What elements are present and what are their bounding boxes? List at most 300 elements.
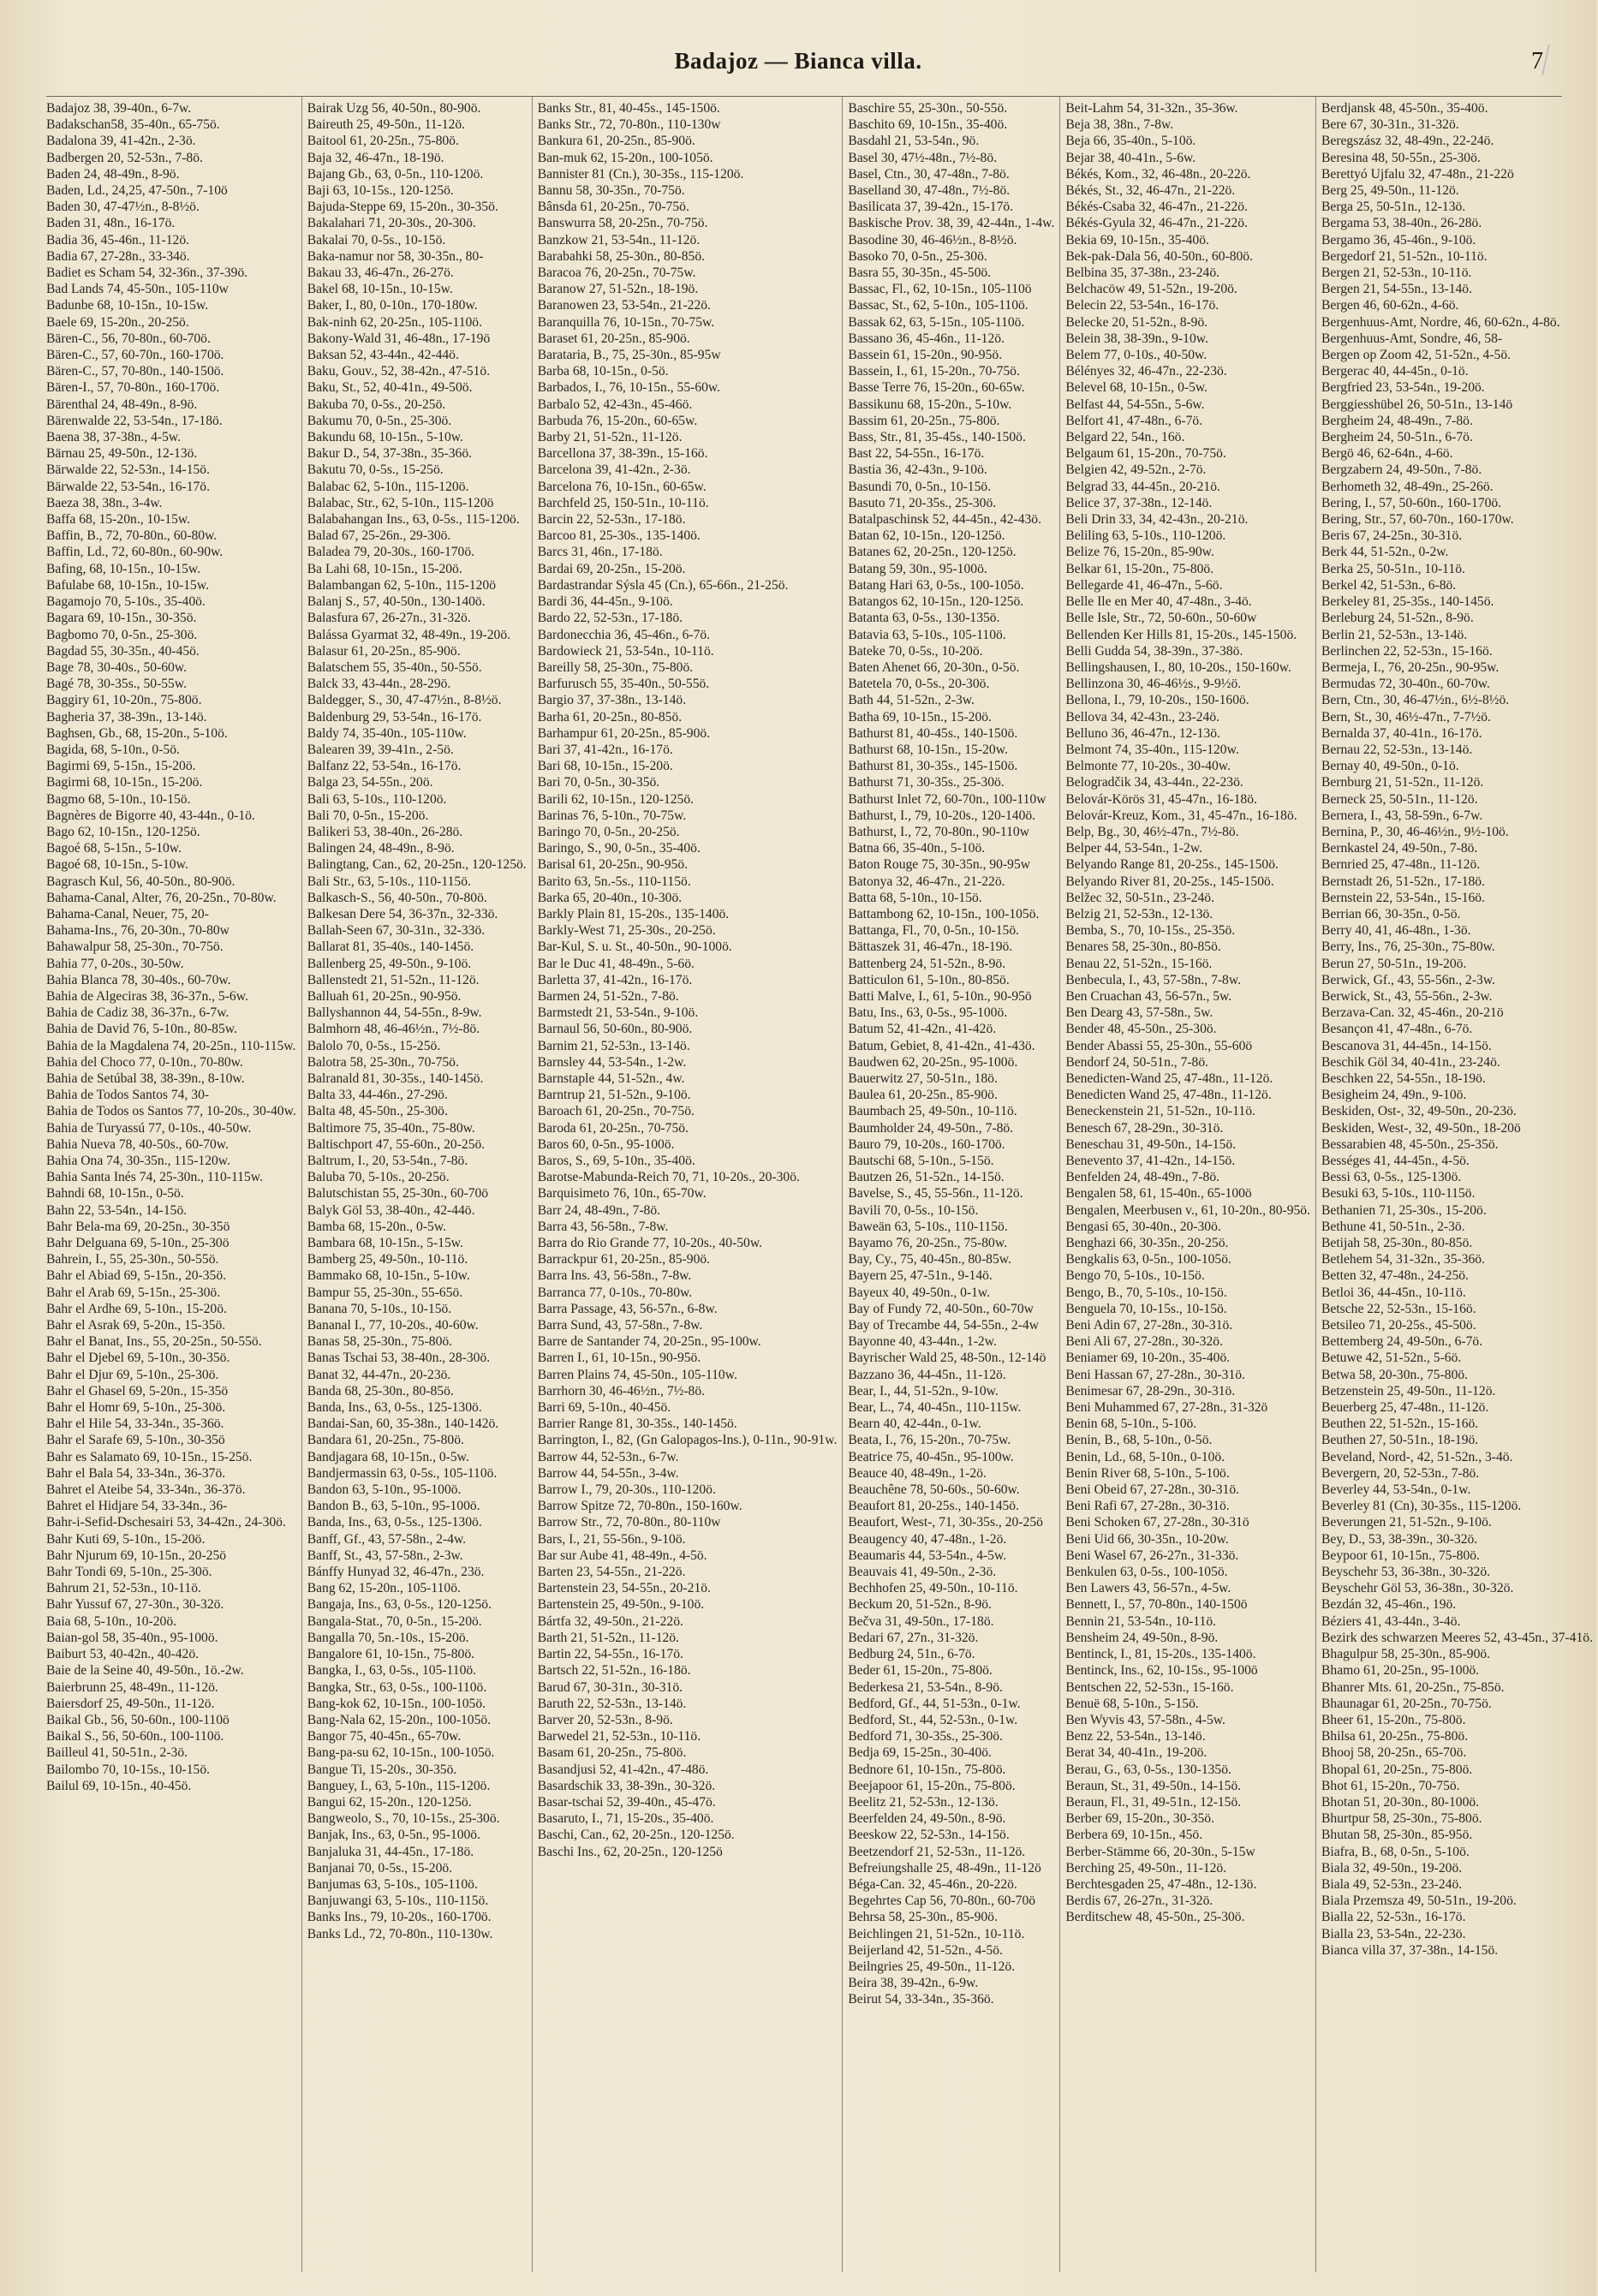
index-entry: Bad Lands 74, 45-50n., 105-110w — [46, 282, 229, 297]
index-entry: Bahr Kuti 69, 5-10n., 15-20ö. — [46, 1531, 206, 1547]
index-entry: Batanes 62, 20-25n., 120-125ö. — [848, 545, 1017, 560]
index-entry: Baker, I., 80, 0-10n., 170-180w. — [307, 298, 478, 313]
index-entry: Barisal 61, 20-25n., 90-95ö. — [537, 857, 689, 873]
index-entry: Banks Str., 72, 70-80n., 110-130w — [537, 117, 721, 133]
index-entry: Bengasi 65, 30-40n., 20-30ö. — [1065, 1219, 1221, 1234]
index-entry: Bentinck, I., 81, 15-20s., 135-140ö. — [1065, 1647, 1256, 1662]
index-entry: Belmonte 77, 10-20s., 30-40w. — [1065, 759, 1231, 774]
index-entry: Beatrice 75, 40-45n., 95-100w. — [848, 1449, 1014, 1464]
index-entry: Bahia de Algeciras 38, 36-37n., 5-6w. — [46, 988, 248, 1004]
index-entry: Beder 61, 15-20n., 75-80ö. — [848, 1663, 993, 1679]
index-entry: Ballyshannon 44, 54-55n., 8-9w. — [307, 1005, 482, 1021]
index-entry: Bamberg 25, 49-50n., 10-11ö. — [307, 1252, 468, 1267]
index-entry: Balkesan Dere 54, 36-37n., 32-33ö. — [307, 906, 498, 921]
index-entry: Badia 36, 45-46n., 11-12ö. — [46, 232, 190, 247]
index-entry: Baltrum, I., 20, 53-54n., 7-8ö. — [307, 1154, 468, 1168]
index-entry: Barabahki 58, 25-30n., 80-85ö. — [537, 248, 706, 264]
index-entry: Basaruto, I., 71, 15-20s., 35-40ö. — [537, 1811, 714, 1827]
index-entry: Bavili 70, 0-5s., 10-15ö. — [848, 1202, 979, 1218]
index-entry: Baldenburg 29, 53-54n., 16-17ö. — [307, 709, 482, 725]
index-entry: Bandjagara 68, 10-15n., 0-5w. — [307, 1449, 469, 1464]
index-entry: Baranowen 23, 53-54n., 21-22ö. — [537, 298, 711, 313]
index-entry: Bahia de Todos Santos 74, 30- — [46, 1088, 210, 1103]
index-entry: Bagida, 68, 5-10n., 0-5ö. — [46, 742, 180, 757]
index-entry: Bali 63, 5-10s., 110-120ö. — [307, 791, 447, 807]
index-entry: Balambangan 62, 5-10n., 115-120ö — [307, 577, 497, 593]
index-entry: Begehrtes Cap 56, 70-80n., 60-70ö — [848, 1893, 1036, 1909]
index-entry: Barre de Santander 74, 20-25n., 95-100w. — [537, 1334, 761, 1350]
index-entry: Batetela 70, 0-5s., 20-30ö. — [848, 677, 990, 692]
index-entry: Bergen 21, 52-53n., 10-11ö. — [1321, 265, 1472, 281]
index-entry: Banks Str., 81, 40-45s., 145-150ö. — [537, 101, 720, 116]
index-entry: Berhometh 32, 48-49n., 25-26ö. — [1321, 479, 1494, 494]
index-entry: Berggiesshübel 26, 50-51n., 13-14ö — [1321, 397, 1513, 412]
index-entry: Beypoor 61, 10-15n., 75-80ö. — [1321, 1548, 1480, 1563]
index-entry: Bagoé 68, 5-15n., 5-10w. — [46, 841, 182, 856]
index-entry: Bedford, Gf., 44, 51-53n., 0-1w. — [848, 1696, 1021, 1711]
index-entry: Bessi 63, 0-5s., 125-130ö. — [1321, 1170, 1462, 1185]
index-entry: Benedicten-Wand 25, 47-48n., 11-12ö. — [1065, 1070, 1273, 1086]
index-entry: Bardowieck 21, 53-54n., 10-11ö. — [537, 643, 714, 659]
index-entry: Bali Str., 63, 5-10s., 110-115ö. — [307, 874, 471, 889]
index-entry: Batu, Ins., 63, 0-5s., 95-100ö. — [848, 1005, 1008, 1021]
index-entry: Benin, Ld., 68, 5-10n., 0-10ö. — [1065, 1449, 1225, 1464]
index-entry: Bailul 69, 10-15n., 40-45ö. — [46, 1778, 192, 1793]
index-entry: Bassein, I., 61, 15-20n., 70-75ö. — [848, 364, 1020, 379]
index-entry: Basra 55, 30-35n., 45-50ö. — [848, 265, 992, 281]
index-entry: Bang-Nala 62, 15-20n., 100-105ö. — [307, 1712, 492, 1727]
index-entry: Bahia de David 76, 5-10n., 80-85w. — [46, 1022, 237, 1037]
index-entry: Beuerberg 25, 47-48n., 11-12ö. — [1321, 1400, 1489, 1416]
index-entry: Banana 70, 5-10s., 10-15ö. — [307, 1301, 452, 1316]
index-entry: Beniamer 69, 10-20n., 35-40ö. — [1065, 1351, 1231, 1366]
index-entry: Barnim 21, 52-53n., 13-14ö. — [537, 1038, 690, 1053]
index-entry: Bahr el Banat, Ins., 55, 20-25n., 50-55ö. — [46, 1334, 262, 1350]
index-entry: Bassano 36, 45-46n., 11-12ö. — [848, 331, 1005, 346]
index-entry: Baggiry 61, 10-20n., 75-80ö. — [46, 693, 202, 708]
index-entry: Baikal Gb., 56, 50-60n., 100-110ö — [46, 1712, 230, 1727]
index-entry: Bemba, S., 70, 10-15s., 25-35ö. — [1065, 923, 1236, 939]
index-entry: Bhamo 61, 20-25n., 95-100ö. — [1321, 1663, 1480, 1679]
index-entry: Baeza 38, 38n., 3-4w. — [46, 495, 163, 510]
index-entry: Bhopal 61, 20-25n., 75-80ö. — [1321, 1762, 1473, 1777]
index-entry: Balranald 81, 30-35s., 140-145ö. — [307, 1070, 484, 1086]
index-entry: Bevergern, 20, 52-53n., 7-8ö. — [1321, 1465, 1480, 1481]
index-entry: Bartenstein 23, 54-55n., 20-21ö. — [537, 1581, 711, 1596]
index-entry: Békés, Kom., 32, 46-48n., 20-22ö. — [1065, 166, 1251, 182]
index-entry: Benfelden 24, 48-49n., 7-8ö. — [1065, 1170, 1220, 1185]
index-entry: Banks Ld., 72, 70-80n., 110-130w. — [307, 1926, 493, 1941]
index-entry: Bejar 38, 40-41n., 5-6w. — [1065, 150, 1196, 165]
index-entry: Beni Hassan 67, 27-28n., 30-31ö. — [1065, 1367, 1245, 1382]
index-entry: Battanga, Fl., 70, 0-5n., 10-15ö. — [848, 923, 1020, 939]
index-entry: Bären-C., 57, 70-80n., 140-150ö. — [46, 364, 224, 379]
index-entry: Bianca villa 37, 37-38n., 14-15ö. — [1321, 1942, 1499, 1958]
index-entry: Barotse-Mabunda-Reich 70, 71, 10-20s., 20-30ö. — [537, 1170, 800, 1185]
index-entry: Badunbe 68, 10-15n., 10-15w. — [46, 298, 209, 313]
index-entry: Bar le Duc 41, 48-49n., 5-6ö. — [537, 956, 695, 971]
index-entry: Bahret el Hidjare 54, 33-34n., 36- — [46, 1499, 228, 1514]
index-entry: Barnaul 56, 50-60n., 80-90ö. — [537, 1022, 693, 1037]
index-entry: Belgard 22, 54n., 16ö. — [1065, 430, 1185, 445]
index-entry: Benin 68, 5-10n., 5-10ö. — [1065, 1416, 1197, 1432]
index-entry: Barra Ins. 43, 56-58n., 7-8w. — [537, 1268, 692, 1284]
index-entry: Belgien 42, 49-52n., 2-7ö. — [1065, 462, 1207, 478]
index-entry: Batang 59, 30n., 95-100ö. — [848, 561, 987, 576]
index-entry: Berbera 69, 10-15n., 45ö. — [1065, 1828, 1203, 1843]
index-entry: Balingen 24, 48-49n., 8-9ö. — [307, 841, 455, 856]
index-entry: Baulea 61, 20-25n., 85-90ö. — [848, 1088, 998, 1103]
index-entry: Bahawalpur 58, 25-30n., 70-75ö. — [46, 939, 224, 955]
index-entry: Barmstedt 21, 53-54n., 9-10ö. — [537, 1005, 699, 1021]
index-entry: Beni Wasel 67, 26-27n., 31-33ö. — [1065, 1548, 1239, 1563]
index-entry: Belle Isle, Str., 72, 50-60n., 50-60w — [1065, 611, 1257, 626]
index-entry: Bakutu 70, 0-5s., 15-25ö. — [307, 462, 444, 478]
index-entry: Bayeux 40, 49-50n., 0-1w. — [848, 1285, 991, 1300]
index-entry: Belfort 41, 47-48n., 6-7ö. — [1065, 413, 1203, 428]
index-entry: Beata, I., 76, 15-20n., 70-75w. — [848, 1433, 1011, 1448]
index-entry: Beni Rafi 67, 27-28n., 30-31ö. — [1065, 1499, 1230, 1514]
index-entry: Barri 69, 5-10n., 40-45ö. — [537, 1400, 671, 1416]
index-entry: Beyschehr 53, 36-38n., 30-32ö. — [1321, 1565, 1491, 1580]
index-entry: Berzava-Can. 32, 45-46n., 20-21ö — [1321, 1005, 1504, 1021]
index-entry: Belp, Bg., 30, 46½-47n., 7½-8ö. — [1065, 824, 1239, 839]
index-entry: Békés-Csaba 32, 46-47n., 21-22ö. — [1065, 200, 1248, 215]
index-entry: Barinas 76, 5-10n., 70-75w. — [537, 808, 687, 823]
index-entry: Balasur 61, 20-25n., 85-90ö. — [307, 643, 461, 659]
index-entry: Bekia 69, 10-15n., 35-40ö. — [1065, 232, 1209, 247]
index-entry: Bialla 23, 53-54n., 22-23ö. — [1321, 1926, 1466, 1941]
index-entry: Bethune 41, 50-51n., 2-3ö. — [1321, 1219, 1465, 1234]
index-entry: Benkulen 63, 0-5s., 100-105ö. — [1065, 1565, 1228, 1580]
index-entry: Bhot 61, 15-20n., 70-75ö. — [1321, 1778, 1460, 1793]
index-entry: Baiburt 53, 40-42n., 40-42ö. — [46, 1647, 200, 1662]
index-entry: Bareilly 58, 25-30n., 75-80ö. — [537, 659, 694, 675]
index-entry: Baschi, Can., 62, 20-25n., 120-125ö. — [537, 1828, 735, 1843]
index-entry: Bahr Yussuf 67, 27-30n., 30-32ö. — [46, 1597, 224, 1613]
index-entry: Belgaum 61, 15-20n., 70-75ö. — [1065, 446, 1226, 462]
index-entry: Ben Wyvis 43, 57-58n., 4-5w. — [1065, 1712, 1225, 1727]
index-entry: Barcellona 37, 38-39n., 15-16ö. — [537, 446, 708, 462]
index-entry: Belein 38, 38-39n., 9-10w. — [1065, 331, 1208, 346]
index-entry: Barchfeld 25, 150-51n., 10-11ö. — [537, 495, 709, 510]
index-entry: Berwick, St., 43, 55-56n., 2-3w. — [1321, 988, 1493, 1004]
index-entry: Baian-gol 58, 35-40n., 95-100ö. — [46, 1630, 218, 1645]
index-entry: Barnsley 44, 53-54n., 1-2w. — [537, 1054, 687, 1070]
index-entry: Beauchêne 78, 50-60s., 50-60w. — [848, 1482, 1020, 1498]
index-entry: Benghazi 66, 30-35n., 20-25ö. — [1065, 1236, 1229, 1251]
index-entry: Basoko 70, 0-5n., 25-30ö. — [848, 248, 987, 264]
index-entry: Betijah 58, 25-30n., 80-85ö. — [1321, 1236, 1473, 1251]
index-entry: Bathurst 68, 10-15n., 15-20w. — [848, 742, 1008, 757]
index-entry: Bang-kok 62, 10-15n., 100-105ö. — [307, 1696, 486, 1711]
index-entry: Betten 32, 47-48n., 24-25ö. — [1321, 1268, 1469, 1284]
index-entry: Bago 62, 10-15n., 120-125ö. — [46, 824, 200, 839]
index-entry: Bensheim 24, 49-50n., 8-9ö. — [1065, 1630, 1219, 1645]
index-entry: Berdjansk 48, 45-50n., 35-40ö. — [1321, 101, 1488, 116]
index-entry: Barra 43, 56-58n., 7-8w. — [537, 1219, 669, 1234]
index-entry: Banff, Gf., 43, 57-58n., 2-4w. — [307, 1531, 467, 1547]
index-entry: Badalona 39, 41-42n., 2-3ö. — [46, 134, 196, 149]
index-entry: Bernstadt 26, 51-52n., 17-18ö. — [1321, 874, 1486, 889]
index-entry: Bahn 22, 53-54n., 14-15ö. — [46, 1202, 188, 1218]
index-entry: Bellegarde 41, 46-47n., 5-6ö. — [1065, 577, 1223, 593]
index-entry: Bandon 63, 5-10n., 95-100ö. — [307, 1482, 462, 1498]
index-entry: Bailleul 41, 50-51n., 2-3ö. — [46, 1745, 188, 1761]
index-entry: Beichlingen 21, 51-52n., 10-11ö. — [848, 1926, 1025, 1941]
index-entry: Beuthen 22, 51-52n., 15-16ö. — [1321, 1416, 1479, 1432]
index-entry: Barcelona 39, 41-42n., 2-3ö. — [537, 462, 691, 478]
index-entry: Beni Ali 67, 27-28n., 30-32ö. — [1065, 1334, 1223, 1350]
index-entry: Baracoa 76, 20-25n., 70-75w. — [537, 265, 696, 281]
index-entry: Betwa 58, 20-30n., 75-80ö. — [1321, 1367, 1469, 1382]
index-entry: Beliling 63, 5-10s., 110-120ö. — [1065, 528, 1226, 544]
index-entry: Bauro 79, 10-20s., 160-170ö. — [848, 1136, 1005, 1152]
index-entry: Bednore 61, 10-15n., 75-80ö. — [848, 1762, 1006, 1777]
index-entry: Banas 58, 25-30n., 75-80ö. — [307, 1334, 453, 1350]
index-entry: Beerfelden 24, 49-50n., 8-9ö. — [848, 1811, 1006, 1827]
index-entry: Barhampur 61, 20-25n., 85-90ö. — [537, 725, 711, 741]
index-entry: Bahia de Turyassú 77, 0-10s., 40-50w. — [46, 1120, 252, 1136]
index-entry: Barrier Range 81, 30-35s., 140-145ö. — [537, 1416, 737, 1432]
index-entry: Beaugency 40, 47-48n., 1-2ö. — [848, 1531, 1007, 1547]
index-entry: Baffin, B., 72, 70-80n., 60-80w. — [46, 528, 218, 544]
index-entry: Basse Terre 76, 15-20n., 60-65w. — [848, 380, 1025, 396]
index-entry: Banda, Ins., 63, 0-5s., 125-130ö. — [307, 1515, 482, 1530]
index-entry: Bari 37, 41-42n., 16-17ö. — [537, 742, 673, 757]
index-entry: Biala 49, 52-53n., 23-24ö. — [1321, 1876, 1463, 1892]
index-entry: Bengkalis 63, 0-5n., 100-105ö. — [1065, 1252, 1231, 1267]
index-entry: Bánffy Hunyad 32, 46-47n., 23ö. — [307, 1565, 485, 1580]
index-entry: Barnstaple 44, 51-52n., 4w. — [537, 1070, 685, 1086]
index-entry: Bergö 46, 62-64n., 4-6ö. — [1321, 446, 1453, 462]
index-entry: Barver 20, 52-53n., 8-9ö. — [537, 1712, 673, 1727]
index-entry: Bakel 68, 10-15n., 10-15w. — [307, 282, 453, 297]
index-entry: Bath 44, 51-52n., 2-3w. — [848, 693, 975, 708]
index-entry: Banjumas 63, 5-10s., 105-110ö. — [307, 1876, 478, 1892]
index-entry: Berkeley 81, 25-35s., 140-145ö. — [1321, 594, 1494, 610]
index-entry: Bengalen 58, 61, 15-40n., 65-100ö — [1065, 1186, 1252, 1202]
index-entry: Bezirk des schwarzen Meeres 52, 43-45n., 37-41ö. — [1321, 1630, 1593, 1645]
index-entry: Bennett, I., 57, 70-80n., 140-150ö — [1065, 1597, 1248, 1613]
index-entry: Bederkesa 21, 53-54n., 8-9ö. — [848, 1679, 1003, 1695]
index-entry: Bagoé 68, 10-15n., 5-10w. — [46, 857, 188, 873]
index-entry: Bhutan 58, 25-30n., 85-95ö. — [1321, 1828, 1473, 1843]
index-entry: Baldy 74, 35-40n., 105-110w. — [307, 725, 467, 741]
index-entry: Banat 32, 44-47n., 20-23ö. — [307, 1367, 451, 1382]
index-entry: Baringo 70, 0-5n., 20-25ö. — [537, 824, 680, 839]
index-entry: Balingtang, Can., 62, 20-25n., 120-125ö. — [307, 857, 527, 873]
index-entry: Bathurst, I., 79, 10-20s., 120-140ö. — [848, 808, 1036, 823]
index-entry: Balad 67, 25-26n., 29-30ö. — [307, 528, 451, 544]
index-entry: Barcelona 76, 10-15n., 60-65w. — [537, 479, 707, 494]
index-entry: Bern, St., 30, 46½-47n., 7-7½ö. — [1321, 709, 1491, 725]
index-entry: Berching 25, 49-50n., 11-12ö. — [1065, 1860, 1227, 1876]
index-entry: Bergfried 23, 53-54n., 19-20ö. — [1321, 380, 1485, 396]
index-entry: Beauce 40, 48-49n., 1-2ö. — [848, 1465, 987, 1481]
index-entry: Bergzabern 24, 49-50n., 7-8ö. — [1321, 462, 1482, 478]
index-entry: Baitool 61, 20-25n., 75-80ö. — [307, 134, 459, 149]
index-entry: Badiet es Scham 54, 32-36n., 37-39ö. — [46, 265, 248, 281]
index-entry: Barby 21, 51-52n., 11-12ö. — [537, 430, 683, 445]
index-entry: Baton Rouge 75, 30-35n., 90-95w — [848, 857, 1031, 873]
index-entry: Bear, L., 74, 40-45n., 110-115w. — [848, 1400, 1022, 1416]
index-entry: Besuki 63, 5-10s., 110-115ö. — [1321, 1186, 1476, 1202]
index-entry: Bergamo 36, 45-46n., 9-10ö. — [1321, 232, 1476, 247]
index-entry: Benares 58, 25-30n., 80-85ö. — [1065, 939, 1221, 955]
index-entry: Basam 61, 20-25n., 75-80ö. — [537, 1745, 687, 1761]
index-entry: Berdis 67, 26-27n., 31-32ö. — [1065, 1893, 1213, 1909]
index-entry: Barten 23, 54-55n., 21-22ö. — [537, 1565, 686, 1580]
index-entry: Bhotan 51, 20-30n., 80-100ö. — [1321, 1794, 1480, 1810]
index-entry: Balga 23, 54-55n., 20ö. — [307, 775, 433, 790]
index-entry: Beveland, Nord-, 42, 51-52n., 3-4ö. — [1321, 1449, 1513, 1464]
index-entry: Bernay 40, 49-50n., 0-1ö. — [1321, 759, 1459, 774]
index-entry: Badbergen 20, 52-53n., 7-8ö. — [46, 150, 203, 165]
index-entry: Bateke 70, 0-5s., 10-20ö. — [848, 643, 983, 659]
index-entry: Beverungen 21, 51-52n., 9-10ö. — [1321, 1515, 1492, 1530]
index-entry: Bassikunu 68, 15-20n., 5-10w. — [848, 397, 1012, 412]
index-entry: Barranca 77, 0-10s., 70-80w. — [537, 1285, 693, 1300]
index-entry: Belecke 20, 51-52n., 8-9ö. — [1065, 314, 1208, 330]
index-entry: Baiersdorf 25, 49-50n., 11-12ö. — [46, 1696, 215, 1711]
index-entry: Berg 25, 49-50n., 11-12ö. — [1321, 183, 1459, 199]
index-entry: Barili 62, 10-15n., 120-125ö. — [537, 791, 695, 807]
index-entry: Badakschan58, 35-40n., 65-75ö. — [46, 117, 220, 133]
index-entry: Baena 38, 37-38n., 4-5w. — [46, 430, 182, 445]
index-entry: Bakuba 70, 0-5s., 20-25ö. — [307, 397, 446, 412]
index-entry: Bagirmi 68, 10-15n., 15-20ö. — [46, 775, 203, 790]
index-entry: Beni Adin 67, 27-28n., 30-31ö. — [1065, 1318, 1233, 1333]
index-entry: Bären-I., 57, 70-80n., 160-170ö. — [46, 380, 220, 396]
index-entry: Battambong 62, 10-15n., 100-105ö. — [848, 906, 1040, 921]
index-entry: Bardo 22, 52-53n., 17-18ö. — [537, 611, 683, 626]
index-entry: Bathurst 71, 30-35s., 25-30ö. — [848, 775, 1005, 790]
index-entry: Balta 48, 45-50n., 25-30ö. — [307, 1104, 448, 1119]
index-column-5 — [1059, 97, 1315, 2272]
index-entry: Barbuda 76, 15-20n., 60-65w. — [537, 413, 698, 428]
index-entry: Barud 67, 30-31n., 30-31ö. — [537, 1679, 683, 1695]
index-entry: Bahia de Setúbal 38, 38-39n., 8-10w. — [46, 1070, 245, 1086]
index-entry: Béga-Can. 32, 45-46n., 20-22ö. — [848, 1876, 1017, 1892]
index-entry: Bagrasch Kul, 56, 40-50n., 80-90ö. — [46, 874, 236, 889]
index-entry: Belmont 74, 35-40n., 115-120w. — [1065, 742, 1239, 757]
index-entry: Bečva 31, 49-50n., 17-18ö. — [848, 1613, 994, 1629]
index-entry: Balutschistan 55, 25-30n., 60-70ö — [307, 1186, 489, 1202]
index-entry: Balkasch-S., 56, 40-50n., 70-80ö. — [307, 890, 487, 905]
index-entry: Balolo 70, 0-5s., 15-25ö. — [307, 1038, 441, 1053]
index-entry: Bammako 68, 10-15n., 5-10w. — [307, 1268, 470, 1284]
index-entry: Bahr Njurum 69, 10-15n., 20-25ö — [46, 1548, 227, 1563]
index-entry: Berrian 66, 30-35n., 0-5ö. — [1321, 906, 1461, 921]
index-entry: Bergedorf 21, 51-52n., 10-11ö. — [1321, 248, 1488, 264]
index-entry: Besançon 41, 47-48n., 6-7ö. — [1321, 1022, 1473, 1037]
index-entry: Barr 24, 48-49n., 7-8ö. — [537, 1202, 661, 1218]
index-entry: Batalpaschinsk 52, 44-45n., 42-43ö. — [848, 512, 1041, 528]
index-entry: Bassak 62, 63, 5-15n., 105-110ö. — [848, 314, 1025, 330]
index-entry: Bellova 34, 42-43n., 23-24ö. — [1065, 709, 1220, 725]
index-entry: Beyschehr Göl 53, 36-38n., 30-32ö. — [1321, 1581, 1514, 1596]
index-entry: Bangaja, Ins., 63, 0-5s., 120-125ö. — [307, 1597, 492, 1613]
index-entry: Bern, Ctn., 30, 46-47½n., 6½-8½ö. — [1321, 693, 1510, 708]
index-entry: Barren Plains 74, 45-50n., 105-110w. — [537, 1367, 737, 1382]
index-entry: Bakony-Wald 31, 46-48n., 17-19ö — [307, 331, 491, 346]
index-entry: Bahr el Arab 69, 5-15n., 25-30ö. — [46, 1285, 221, 1300]
index-entry: Beja 38, 38n., 7-8w. — [1065, 117, 1174, 133]
index-entry: Bagara 69, 10-15n., 30-35ö. — [46, 611, 197, 626]
index-entry: Belfast 44, 54-55n., 5-6w. — [1065, 397, 1205, 412]
index-entry: Bernalda 37, 40-41n., 16-17ö. — [1321, 725, 1482, 741]
index-entry: Banswurra 58, 20-25n., 70-75ö. — [537, 216, 708, 231]
index-entry: Bellingshausen, I., 80, 10-20s., 150-160w. — [1065, 659, 1291, 675]
index-entry: Bangweolo, S., 70, 10-15s., 25-30ö. — [307, 1811, 500, 1827]
index-entry: Bay of Fundy 72, 40-50n., 60-70w — [848, 1301, 1034, 1316]
index-entry: Belovár-Kreuz, Kom., 31, 45-47n., 16-18ö. — [1065, 808, 1297, 823]
index-entry: Batonya 32, 46-47n., 21-22ö. — [848, 874, 1005, 889]
index-entry: Bärenthal 24, 48-49n., 8-9ö. — [46, 397, 198, 412]
index-entry: Bennin 21, 53-54n., 10-11ö. — [1065, 1613, 1217, 1629]
index-entry: Baroda 61, 20-25n., 70-75ö. — [537, 1120, 689, 1136]
index-entry: Bernera, I., 43, 58-59n., 6-7w. — [1321, 808, 1483, 823]
index-entry: Bahr Delguana 69, 5-10n., 25-30ö — [46, 1236, 230, 1251]
index-entry: Baten Ahenet 66, 20-30n., 0-5ö. — [848, 659, 1020, 675]
index-entry: Baffa 68, 15-20n., 10-15w. — [46, 512, 191, 528]
index-entry: Bélényes 32, 46-47n., 22-23ö. — [1065, 364, 1227, 379]
index-entry: Bast 22, 54-55n., 16-17ö. — [848, 446, 985, 462]
index-entry: Beira 38, 39-42n., 6-9w. — [848, 1976, 979, 1991]
index-entry: Bethanien 71, 25-30s., 15-20ö. — [1321, 1202, 1487, 1218]
index-entry: Batum, Gebiet, 8, 41-42n., 41-43ö. — [848, 1038, 1035, 1053]
index-entry: Berau, G., 63, 0-5s., 130-135ö. — [1065, 1762, 1231, 1777]
index-entry: Barrow 44, 54-55n., 3-4w. — [537, 1465, 679, 1481]
index-entry: Batangos 62, 10-15n., 120-125ö. — [848, 594, 1024, 610]
index-entry: Bangala-Stat., 70, 0-5n., 15-20ö. — [307, 1613, 482, 1629]
index-entry: Belzig 21, 52-53n., 12-13ö. — [1065, 906, 1213, 921]
index-entry: Beuthen 27, 50-51n., 18-19ö. — [1321, 1433, 1479, 1448]
index-entry: Banks Ins., 79, 10-20s., 160-170ö. — [307, 1910, 492, 1925]
index-entry: Berchtesgaden 25, 47-48n., 12-13ö. — [1065, 1876, 1257, 1892]
index-entry: Bahia 77, 0-20s., 30-50w. — [46, 956, 184, 971]
index-entry: Benz 22, 53-54n., 13-14ö. — [1065, 1729, 1206, 1744]
index-entry: Batan 62, 10-15n., 120-125ö. — [848, 528, 1005, 544]
index-entry: Bastia 36, 42-43n., 9-10ö. — [848, 462, 987, 478]
index-entry: Bahr el Bala 54, 33-34n., 36-37ö. — [46, 1465, 226, 1481]
index-entry: Belli Gudda 54, 38-39n., 37-38ö. — [1065, 643, 1243, 659]
index-entry: Biafra, B., 68, 0-5n., 5-10ö. — [1321, 1844, 1470, 1859]
index-entry: Beschik Göl 34, 40-41n., 23-24ö. — [1321, 1054, 1500, 1070]
index-entry: Bangka, Str., 63, 0-5s., 100-110ö. — [307, 1679, 487, 1695]
index-entry: Bahia de Todos os Santos 77, 10-20s., 30-40w. — [46, 1104, 296, 1119]
index-entry: Bergheim 24, 50-51n., 6-7ö. — [1321, 430, 1473, 445]
index-entry: Bazzano 36, 44-45n., 11-12ö. — [848, 1367, 1006, 1382]
index-entry: Berkel 42, 51-53n., 6-8ö. — [1321, 577, 1457, 593]
index-entry: Bahia de Cadiz 38, 36-37n., 6-7w. — [46, 1005, 230, 1021]
index-entry: Beregszász 32, 48-49n., 22-24ö. — [1321, 134, 1494, 149]
index-entry: Bahr el Ghasel 69, 5-20n., 15-35ö — [46, 1383, 229, 1398]
index-entry: Bearn 40, 42-44n., 0-1w. — [848, 1416, 981, 1432]
index-entry: Bang 62, 15-20n., 105-110ö. — [307, 1581, 461, 1596]
index-entry: Besigheim 24, 49n., 9-10ö. — [1321, 1088, 1467, 1103]
index-entry: Bahr el Sarafe 69, 5-10n., 30-35ö — [46, 1433, 225, 1448]
index-entry: Barcin 22, 52-53n., 17-18ö. — [537, 512, 686, 528]
index-entry: Beskiden, Ost-, 32, 49-50n., 20-23ö. — [1321, 1104, 1517, 1119]
index-entry: Bergen 46, 60-62n., 4-6ö. — [1321, 298, 1459, 313]
index-entry: Benau 22, 51-52n., 15-16ö. — [1065, 956, 1213, 971]
index-entry: Bahama-Ins., 76, 20-30n., 70-80w — [46, 923, 230, 939]
index-entry: Balotra 58, 25-30n., 70-75ö. — [307, 1054, 459, 1070]
index-entry: Bernkastel 24, 49-50n., 7-8ö. — [1321, 841, 1478, 856]
index-entry: Baranow 27, 51-52n., 18-19ö. — [537, 282, 699, 297]
